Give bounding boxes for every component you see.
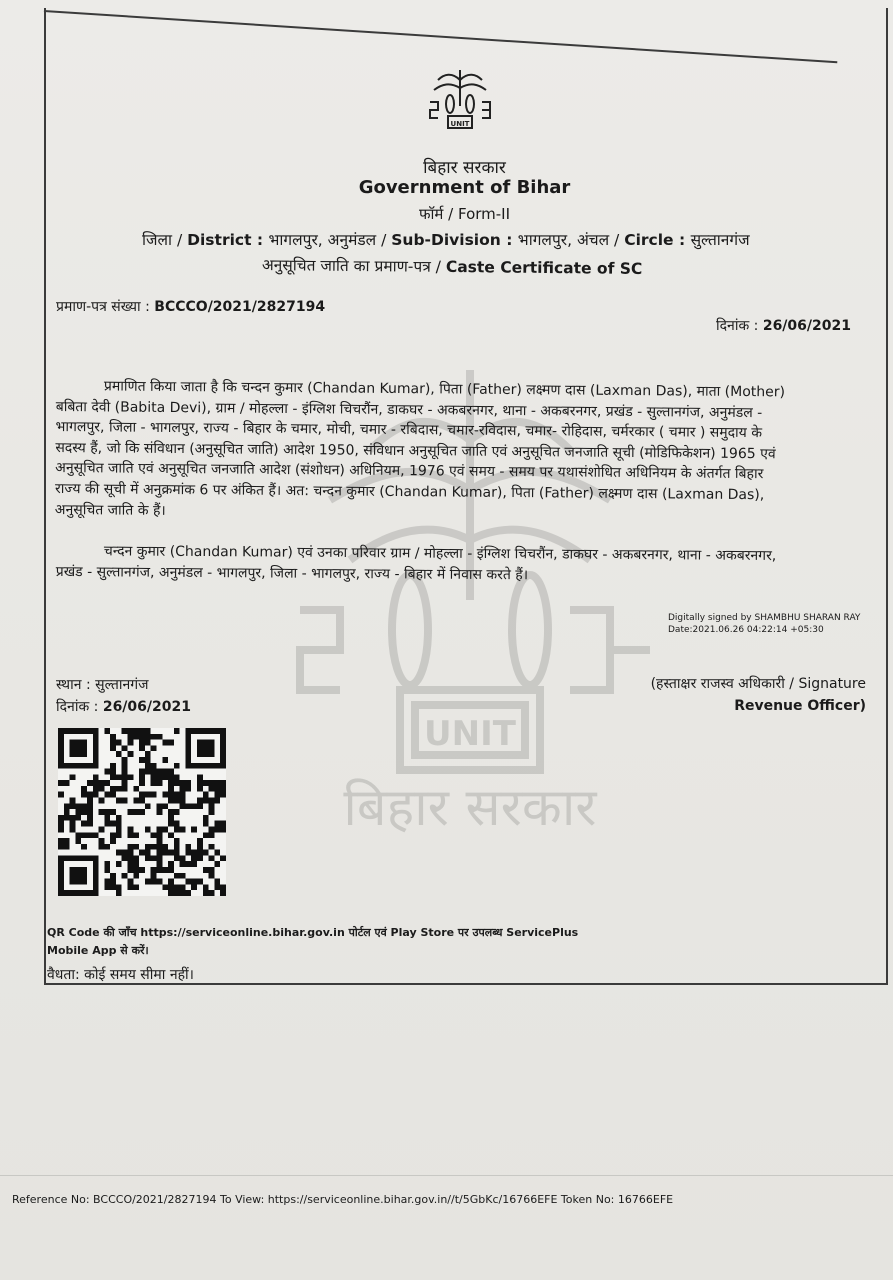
certificate-number-label: प्रमाण-पत्र संख्या : xyxy=(56,299,155,315)
certificate-type-line xyxy=(262,253,643,279)
paragraph-line: अनुसूचित जाति के हैं। xyxy=(54,501,166,519)
paragraph-line: भागलपुर, जिला - भागलपुर, राज्य - बिहार के चमार, मोची, चमार - रबिदास, चमार-रविदास, चमार- रोहिदास, चर्मरकार ( चमार ) समुदाय के xyxy=(55,419,763,442)
logo-emblem-text: UNIT xyxy=(450,120,470,128)
paragraph-line: प्रखंड - सुल्तानगंज, अनुमंडल - भागलपुर, जिला - भागलपुर, राज्य - बिहार में निवास करते हैं। xyxy=(55,563,529,583)
issue-date-label: दिनांक : xyxy=(56,699,103,715)
certificate-date-label: दिनांक : xyxy=(716,318,763,334)
place-value: सुल्तानगंज xyxy=(95,677,149,693)
certificate-type-en: Caste Certificate of SC xyxy=(445,257,643,278)
signature-title-line1: (हस्ताक्षर राजस्व अधिकारी / Signature xyxy=(650,676,866,692)
paragraph-line: चन्दन कुमार (Chandan Kumar) एवं उनका परिवार ग्राम / मोहल्ला - इंग्लिश चिचरौंन, डाकघर - अकबरनगर, थाना - अकबरनगर, xyxy=(103,543,777,565)
qr-note-line1: QR Code की जाँच https://serviceonline.bihar.gov.in पोर्टल एवं Play Store पर उपलब्ध ServicePlus xyxy=(47,926,579,939)
district-label-hi: जिला / xyxy=(142,231,188,249)
paragraph-line: बबिता देवी (Babita Devi), ग्राम / मोहल्ला - इंग्लिश चिचरौंन, डाकघर - अकबरनगर, थाना - अकबरनगर, प्रखंड - सुल्तानगंज, अनुमंडल - xyxy=(55,398,763,421)
circle-label: Circle : xyxy=(624,231,691,249)
qr-verification-note xyxy=(47,924,578,960)
signature-title-line2: Revenue Officer) xyxy=(734,698,866,714)
subdivision-label: Sub-Division : xyxy=(391,231,518,249)
paragraph-line: प्रमाणित किया जाता है कि चन्दन कुमार (Chandan Kumar), पिता (Father) लक्ष्मण दास (Laxman Das), माता (Mother) xyxy=(103,378,786,401)
watermark-emblem-text: UNIT xyxy=(424,714,516,754)
district-label: District : xyxy=(187,231,269,249)
header-english-title: Government of Bihar xyxy=(358,177,571,198)
certificate-date-value: 26/06/2021 xyxy=(762,318,851,334)
qr-code xyxy=(56,728,228,896)
place-label: स्थान : xyxy=(56,677,96,693)
form-number: फॉर्म / Form-II xyxy=(418,205,511,223)
paragraph-line: सदस्य हैं, जो कि संविधान (अनुसूचित जाति) आदेश 1950, संविधान अनुसूचित जाति एवं अनुसूचित जनजाति सूची (मोडिफिकेशन) 1965 एवं xyxy=(55,439,776,463)
subdivision-value: भागलपुर, अंचल / xyxy=(517,231,625,249)
paragraph-line: अनुसूचित जाति एवं अनुसूचित जनजाति आदेश (संशोधन) अधिनियम, 1976 एवं समय - समय पर यथासंशोधित अधिनियम के अंतर्गत बिहार xyxy=(55,460,764,483)
signature-block xyxy=(620,673,866,717)
bihar-emblem-logo xyxy=(428,66,492,132)
certificate-paragraph-2 xyxy=(56,541,860,588)
place-date-block xyxy=(56,674,191,718)
location-line xyxy=(142,228,750,250)
certificate-date xyxy=(716,316,851,335)
circle-value: सुल्तानगंज xyxy=(690,231,750,249)
paragraph-line: राज्य की सूची में अनुक्रमांक 6 पर अंकित हैं। अत: चन्दन कुमार (Chandan Kumar), पिता (Father) लक्ष्मण दास (Laxman Das), xyxy=(54,480,765,504)
certificate-paragraph-1 xyxy=(55,376,852,527)
validity-note: वैधता: कोई समय सीमा नहीं। xyxy=(47,967,194,983)
digital-signature-block xyxy=(668,612,860,636)
page-separator xyxy=(0,1175,893,1176)
header-hindi-title: बिहार सरकार xyxy=(423,158,506,178)
certificate-number xyxy=(56,297,325,316)
digital-signature-date: Date:2021.06.26 04:22:14 +05:30 xyxy=(668,625,824,635)
watermark-label: बिहार सरकार xyxy=(343,778,597,838)
certificate-type-hi: अनुसूचित जाति का प्रमाण-पत्र / xyxy=(261,255,446,276)
issue-date-value: 26/06/2021 xyxy=(102,699,191,715)
certificate-number-value: BCCCO/2021/2827194 xyxy=(154,299,326,315)
reference-footer: Reference No: BCCCO/2021/2827194 To View: https://serviceonline.bihar.gov.in//t/5GbKc/16766EFE Token No: 16766EFE xyxy=(12,1193,674,1206)
district-value: भागलपुर, अनुमंडल / xyxy=(268,231,392,249)
qr-note-line2: Mobile App से करें। xyxy=(47,944,149,957)
digital-signature-signer: Digitally signed by SHAMBHU SHARAN RAY xyxy=(668,613,861,623)
